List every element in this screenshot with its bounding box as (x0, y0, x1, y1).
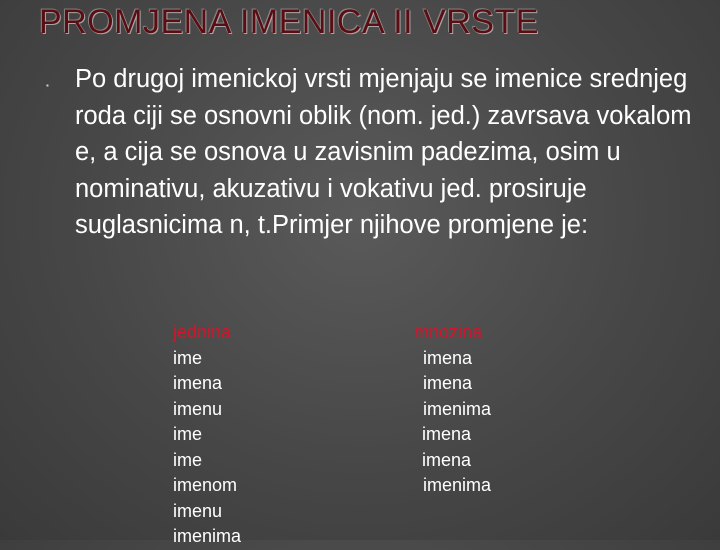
body-paragraph: Po drugoj imenickoj vrsti mjenjaju se imenice srednjeg roda ciji se osnovni oblik (nom. jed.) zavrsava vokalom e, a cija se osnova u zavisnim padezima, osim u nominativu, akuzativu i vokativu jed. prosiruje suglasnicima n, t.Primjer njihove promjene je: (75, 65, 692, 239)
singular-form: ime (173, 347, 203, 368)
singular-form: imena (173, 373, 223, 393)
plural-form: imena (423, 373, 473, 393)
singular-form: imenom (173, 475, 238, 495)
slide-title: PROMJENA IMENICA II VRSTE (39, 3, 539, 41)
singular-column (173, 320, 241, 550)
plural-header: mnozina (414, 322, 483, 342)
plural-form: imena (422, 449, 472, 470)
plural-column (415, 320, 491, 499)
singular-header: jednina (173, 322, 232, 342)
singular-form: imenu (173, 500, 223, 521)
singular-form: imenu (173, 398, 223, 419)
singular-form: imenima (173, 526, 242, 546)
singular-form: ime (173, 449, 203, 470)
plural-form: imenima (423, 398, 492, 419)
plural-form: imena (423, 347, 473, 368)
plural-form: imena (422, 424, 472, 444)
singular-form: ime (173, 424, 203, 444)
bullet-dot-icon: ▪ (46, 81, 49, 90)
plural-form: imenima (423, 475, 492, 495)
